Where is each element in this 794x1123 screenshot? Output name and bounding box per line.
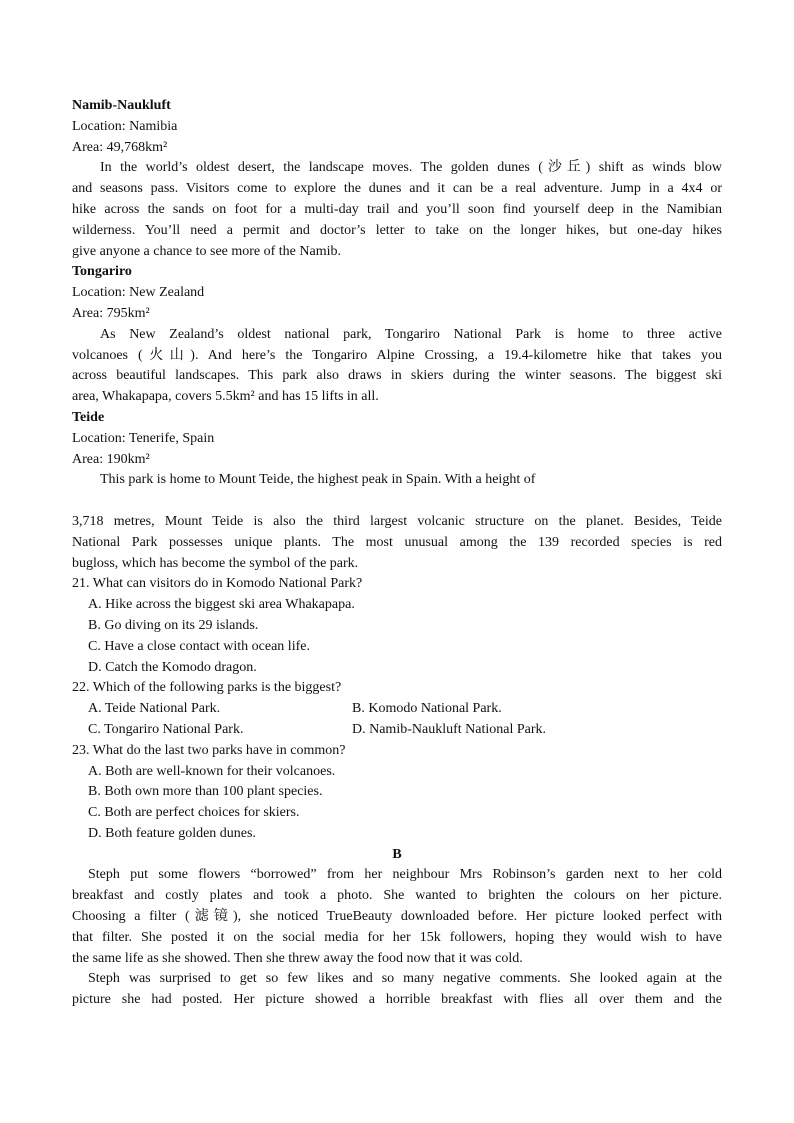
- paragraph-line: As New Zealand’s oldest national park, Tongariro National Park is home to three active: [100, 326, 722, 342]
- question-option: A. Both are well-known for their volcanoes.: [88, 763, 336, 779]
- blank-line: [72, 491, 722, 512]
- question-stem: 21. What can visitors do in Komodo National Park?: [72, 576, 363, 592]
- paragraph-line: picture she had posted. Her picture showed a horrible breakfast with flies all over them and the: [72, 992, 722, 1008]
- paragraph-line: and seasons pass. Visitors come to explore the dunes and it can be a real adventure. Jump in a 4x4 or: [72, 181, 722, 197]
- section-heading: B: [392, 846, 402, 862]
- paragraph-line: National Park possesses unique plants. The most unusual among the 139 recorded species is red: [72, 534, 722, 550]
- paragraph-line: wilderness. You’ll need a permit and doctor’s letter to take on the longer hikes, but one-day hikes: [72, 222, 722, 238]
- question-option: B. Go diving on its 29 islands.: [88, 617, 259, 633]
- paragraph-line: This park is home to Mount Teide, the highest peak in Spain. With a height of: [100, 472, 536, 488]
- paragraph-line: Choosing a filter (滤镜), she noticed TrueBeauty downloaded before. Her picture looked perfect with: [72, 909, 722, 925]
- paragraph-line: area, Whakapapa, covers 5.5km² and has 15 lifts in all.: [72, 389, 379, 405]
- park-area: Area: 795km²: [72, 305, 150, 321]
- option-row: [72, 699, 722, 720]
- question-stem: 22. Which of the following parks is the biggest?: [72, 680, 342, 696]
- question-option: D. Namib-Naukluft National Park.: [352, 721, 547, 737]
- paragraph-line: across beautiful landscapes. This park also draws in skiers during the winter seasons. The biggest ski: [72, 368, 722, 384]
- document-page: [72, 96, 722, 1011]
- paragraph-line: In the world’s oldest desert, the landscape moves. The golden dunes (沙丘) shift as winds blow: [100, 160, 722, 176]
- question-option: B. Both own more than 100 plant species.: [88, 784, 323, 800]
- park-title: Tongariro: [72, 264, 132, 280]
- question-option: B. Komodo National Park.: [352, 701, 502, 717]
- park-location: Location: New Zealand: [72, 285, 205, 301]
- park-area: Area: 190km²: [72, 451, 150, 467]
- paragraph-line: 3,718 metres, Mount Teide is also the third largest volcanic structure on the planet. Besides, Teide: [72, 513, 722, 529]
- question-option: A. Teide National Park.: [88, 701, 221, 717]
- paragraph-line: give anyone a chance to see more of the Namib.: [72, 243, 342, 259]
- park-title: Teide: [72, 409, 105, 425]
- question-option: D. Both feature golden dunes.: [88, 825, 256, 841]
- paragraph-line: volcanoes (火山). And here’s the Tongariro Alpine Crossing, a 19.4-kilometre hike that takes you: [72, 347, 722, 363]
- park-location: Location: Namibia: [72, 118, 178, 134]
- paragraph-line: breakfast and costly plates and took a photo. She wanted to brighten the colours on her picture.: [72, 888, 722, 904]
- paragraph-line: hike across the sands on foot for a multi-day trail and you’ll soon find yourself deep in the Namibian: [72, 201, 722, 217]
- paragraph-line: bugloss, which has become the symbol of the park.: [72, 555, 359, 571]
- question-option: C. Have a close contact with ocean life.: [88, 638, 310, 654]
- question-stem: 23. What do the last two parks have in common?: [72, 742, 346, 758]
- paragraph-line: the same life as she showed. Then she threw away the food now that it was cold.: [72, 950, 523, 966]
- park-area: Area: 49,768km²: [72, 139, 168, 155]
- paragraph-line: that filter. She posted it on the social media for her 15k followers, hoping they would wish to have: [72, 929, 722, 945]
- park-location: Location: Tenerife, Spain: [72, 430, 215, 446]
- option-row: [72, 720, 722, 741]
- paragraph-line: Steph put some flowers “borrowed” from her neighbour Mrs Robinson’s garden next to her cold: [88, 867, 722, 883]
- question-option: A. Hike across the biggest ski area Whakapapa.: [88, 597, 355, 613]
- paragraph-line: Steph was surprised to get so few likes and so many negative comments. She looked again at the: [88, 971, 722, 987]
- question-option: D. Catch the Komodo dragon.: [88, 659, 257, 675]
- question-option: C. Tongariro National Park.: [88, 721, 244, 737]
- park-title: Namib-Naukluft: [72, 98, 171, 113]
- question-option: C. Both are perfect choices for skiers.: [88, 805, 300, 821]
